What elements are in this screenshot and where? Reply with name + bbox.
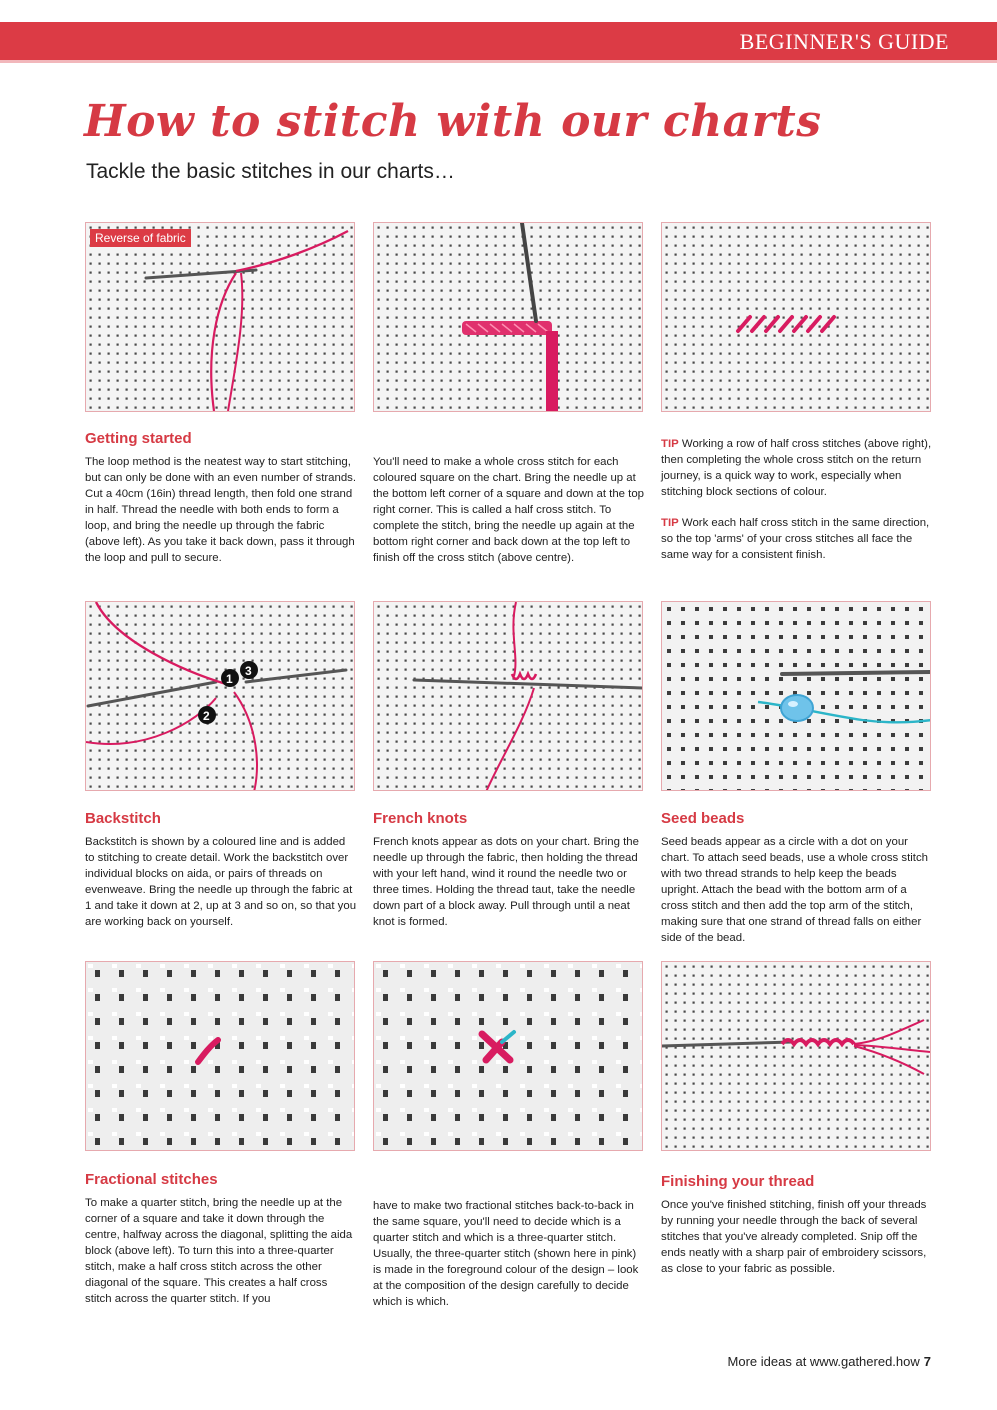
photo-french-knot-art [374,602,643,791]
heading-seed-beads: Seed beads [661,810,745,827]
tip-1-text: Working a row of half cross stitches (above right), then completing the whole cross stitch on the return journey, is a quick way to work, especially when stitching block sections of colour. [661,438,932,498]
photo-loop-method [85,222,355,412]
text-fractional-stitches-continued: have to make two fractional stitches back-to-back in the same square, you'll need to decide which is a quarter stitch and which is a three-quarter stitch. Usually, the three-quarter stitch (shown here in pink) is made in the foreground colour of the design – look at the composition of the design carefully to decide which is which. [373,1200,639,1308]
page-footer [728,1354,931,1369]
photo-half-cross-row-art [662,223,931,412]
marker-1: 1 [226,672,233,686]
photo-quarter-stitch-art [86,962,355,1151]
tip-1 [661,436,933,500]
section-label: BEGINNER'S GUIDE [739,29,949,54]
photo-half-cross-row [661,222,931,412]
tip-2 [661,515,933,563]
text-fractional-stitches: To make a quarter stitch, bring the needle up at the corner of a square and take it down through the centre, halfway across the diagonal, splitting the aida block (above left). To turn this into a three-quarter stitch, make a half cross stitch across the other diagonal of the square. This creates a half cross stitch across the quarter stitch. If you [85,1197,353,1305]
text-getting-started: The loop method is the neatest way to start stitching, but can only be done with an even number of strands. Cut a 40cm (16in) thread length, then fold one strand in half. Thread the needle with both ends to form a loop, and bring the needle up through the fabric (above left). As you take it back down, pass it through the loop and pull to secure. [85,456,357,564]
photo-loop-method-art [86,223,355,412]
marker-3: 3 [245,664,252,678]
section-banner [0,22,997,63]
heading-french-knots: French knots [373,810,468,827]
page-number: 7 [923,1354,931,1369]
heading-fractional-stitches: Fractional stitches [85,1171,218,1188]
photo-quarter-stitch [85,961,355,1151]
marker-2: 2 [203,709,210,723]
photo-backstitch-art [86,602,355,791]
text-finishing-thread: Once you've finished stitching, finish off your threads by running your needle through the back of several stitches that you've already completed. Snip off the ends neatly with a sharp pair of embroidery scissors, as close to your fabric as possible. [661,1199,927,1275]
tip-2-label: TIP [661,517,679,529]
tip-2-text: Work each half cross stitch in the same direction, so the top 'arms' of your cross stitches all face the same way for a consistent finish. [661,517,930,561]
tip-1-label: TIP [661,438,679,450]
photo-three-quarter-stitch [373,961,643,1151]
photo-tag: Reverse of fabric [90,229,191,247]
photo-seed-bead-art [662,602,931,791]
photo-finishing-thread-art [662,962,931,1151]
photo-french-knot [373,601,643,791]
heading-getting-started: Getting started [85,430,192,447]
photo-three-quarter-stitch-art [374,962,643,1151]
photo-backstitch [85,601,355,791]
photo-half-cross-art [374,223,643,412]
page-subtitle: Tackle the basic stitches in our charts… [86,160,455,183]
heading-finishing-thread: Finishing your thread [661,1173,815,1190]
text-backstitch: Backstitch is shown by a coloured line and is added to stitching to create detail. Work the backstitch over individual blocks on aida, or pairs of threads on evenweave. Bring the needle up through the fabric at 1 and take it down at 2, up at 3 and so on, so that you are working back on yourself. [85,836,357,928]
text-french-knots: French knots appear as dots on your chart. Bring the needle up through the fabric, then holding the thread with your left hand, wind it round the needle two or three times. Holding the thread taut, take the needle down part of a block away. Pull through until a neat knot is formed. [373,836,639,928]
text-getting-started-continued: You'll need to make a whole cross stitch for each coloured square on the chart. Bring the needle up at the bottom left corner of a square and down at the top right corner. This is called a half cross stitch. To complete the stitch, bring the needle up again at the bottom right corner and back down at the top left to finish off the cross stitch (above centre). [373,456,645,564]
text-seed-beads: Seed beads appear as a circle with a dot on your chart. To attach seed beads, use a whole cross stitch with two thread strands to help keep the beads upright. Attach the bead with the bottom arm of a cross stitch and then add the top arm of the stitch, making sure that one strand of thread falls on either side of the bead. [661,836,928,944]
page-title: How to stitch with our charts [84,96,822,147]
photo-seed-bead [661,601,931,791]
photo-finishing-thread [661,961,931,1151]
photo-half-cross [373,222,643,412]
footer-text: More ideas at www.gathered.how [727,1354,920,1369]
heading-backstitch: Backstitch [85,810,161,827]
